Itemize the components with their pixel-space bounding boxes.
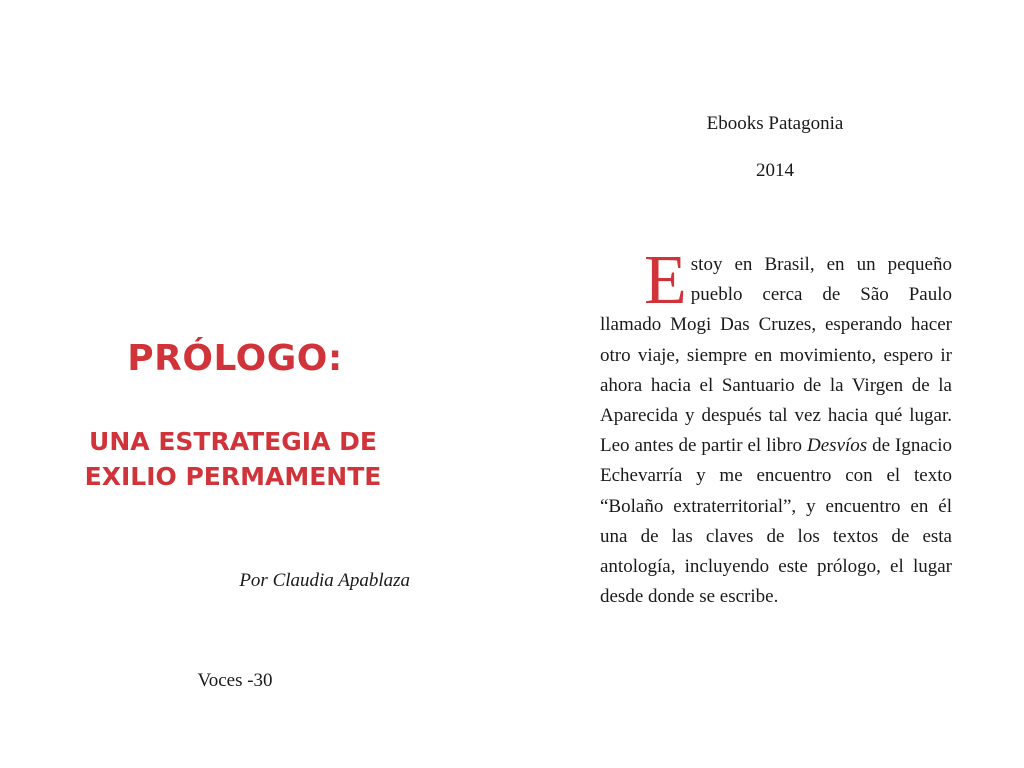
chapter-subtitle (0, 424, 466, 494)
subtitle-line-1: UNA ESTRATEGIA DE (89, 427, 377, 456)
drop-cap: E (644, 242, 687, 319)
right-page (512, 0, 1024, 768)
subtitle-line-2: EXILIO PERMAMENTE (84, 462, 382, 491)
paragraph-text-start: stoy en Brasil, en un pequeño pueblo cerca de São Paulo llamado Mogi Das Cruzes, esperando hacer otro viaje, siempre en movimiento, espero ir ahora hacia el Santuario de la Virgen de la Aparecida y después tal vez hacia qué lugar. Leo antes de partir el libro (600, 254, 952, 457)
page-footer: Voces -30 (197, 670, 273, 691)
author-byline: Por Claudia Apablaza (239, 570, 410, 591)
publisher-name: Ebooks Patagonia (706, 113, 844, 134)
paragraph-text-end: de Ignacio Echevarría y me encuentro con el texto “Bolaño extraterritorial”, y encuentro en él una de las claves de los textos de esta antología, incluyendo este prólogo, el lugar desde donde se escribe. (600, 435, 952, 608)
body-paragraph (600, 242, 952, 612)
chapter-title: PRÓLOGO: (127, 338, 343, 379)
publication-year: 2014 (756, 160, 794, 181)
book-title: Desvíos (807, 435, 868, 457)
